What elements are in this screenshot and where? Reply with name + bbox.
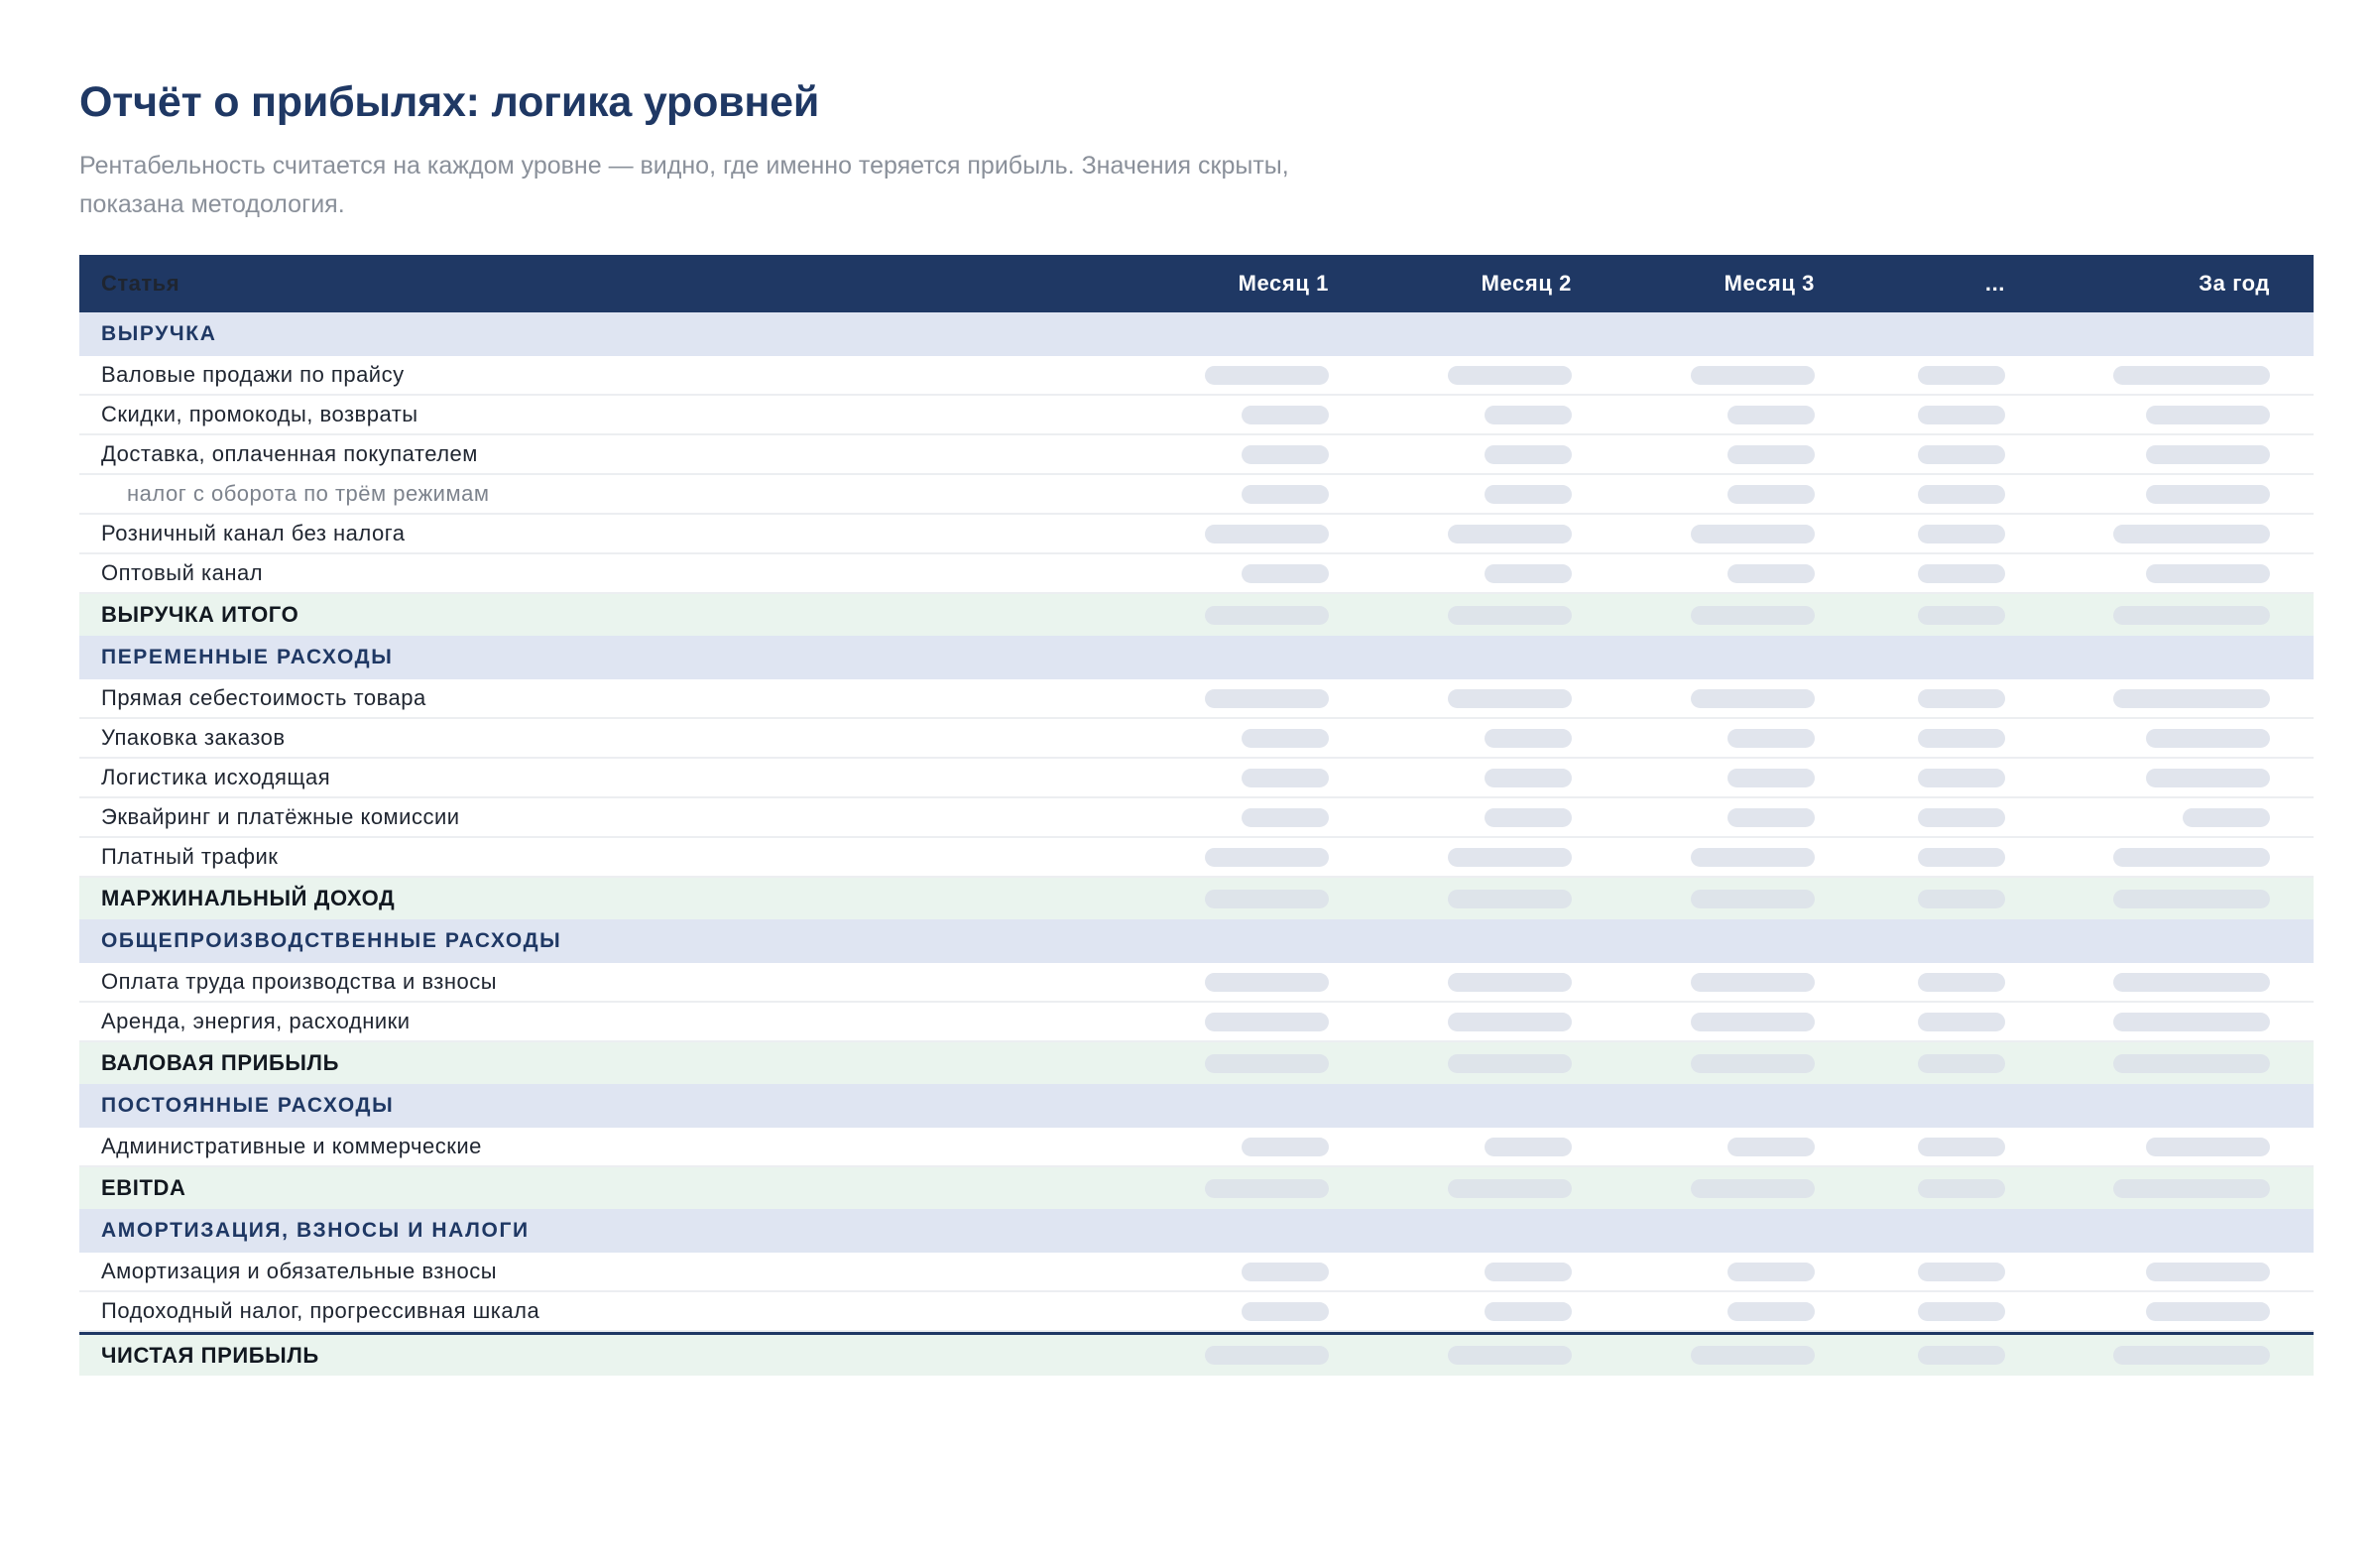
hidden-value xyxy=(1170,1138,1329,1156)
column-header-item: Статья xyxy=(101,271,180,296)
hidden-value xyxy=(1815,525,2005,543)
hidden-value xyxy=(1815,1179,2005,1198)
hidden-value xyxy=(1815,485,2005,504)
hidden-value xyxy=(1170,564,1329,583)
hidden-value xyxy=(1170,1302,1329,1321)
hidden-value xyxy=(1572,729,1815,748)
hidden-value xyxy=(2005,1302,2292,1321)
hidden-value xyxy=(1170,445,1329,464)
row-label: Административные и коммерческие xyxy=(101,1134,482,1158)
page-title: Отчёт о прибылях: логика уровней xyxy=(79,78,820,126)
row-label: Амортизация и обязательные взносы xyxy=(101,1259,498,1283)
hidden-value xyxy=(1170,729,1329,748)
hidden-value xyxy=(1815,1013,2005,1031)
section-label: ОБЩЕПРОИЗВОДСТВЕННЫЕ РАСХОДЫ xyxy=(101,929,562,952)
table-row xyxy=(79,1292,2314,1332)
hidden-value xyxy=(1329,973,1572,992)
hidden-value xyxy=(1170,1179,1329,1198)
table-header xyxy=(79,255,2314,312)
total-label: ВАЛОВАЯ ПРИБЫЛЬ xyxy=(101,1050,339,1075)
hidden-value xyxy=(1572,525,1815,543)
hidden-value xyxy=(1572,973,1815,992)
hidden-value xyxy=(1170,606,1329,625)
hidden-value xyxy=(1572,1138,1815,1156)
hidden-value xyxy=(1815,606,2005,625)
hidden-value xyxy=(2005,485,2292,504)
section-row xyxy=(79,919,2314,963)
hidden-value xyxy=(1170,1346,1329,1365)
hidden-value xyxy=(1170,769,1329,787)
hidden-value xyxy=(1815,890,2005,908)
section-label: ПОСТОЯННЫЕ РАСХОДЫ xyxy=(101,1094,395,1117)
hidden-value xyxy=(2005,445,2292,464)
hidden-value xyxy=(2005,525,2292,543)
hidden-value xyxy=(1572,1346,1815,1365)
column-header-year: За год xyxy=(2199,271,2270,296)
hidden-value xyxy=(1329,445,1572,464)
hidden-value xyxy=(2005,1054,2292,1073)
column-header-more: ... xyxy=(1984,271,2005,296)
section-row xyxy=(79,1084,2314,1128)
hidden-value xyxy=(1170,485,1329,504)
table-row xyxy=(79,719,2314,759)
hidden-value xyxy=(2005,769,2292,787)
hidden-value xyxy=(1170,406,1329,424)
hidden-value xyxy=(1815,1263,2005,1281)
hidden-value xyxy=(1170,689,1329,708)
hidden-value xyxy=(1329,1138,1572,1156)
table-row xyxy=(79,798,2314,838)
hidden-value xyxy=(1329,1013,1572,1031)
row-label: Платный трафик xyxy=(101,844,279,869)
hidden-value xyxy=(2005,1179,2292,1198)
table-row xyxy=(79,963,2314,1003)
hidden-value xyxy=(1572,406,1815,424)
hidden-value xyxy=(1815,1054,2005,1073)
total-row xyxy=(79,594,2314,636)
hidden-value xyxy=(1329,564,1572,583)
hidden-value xyxy=(2005,606,2292,625)
hidden-value xyxy=(1170,1263,1329,1281)
hidden-value xyxy=(1572,564,1815,583)
hidden-value xyxy=(1170,890,1329,908)
hidden-value xyxy=(1170,973,1329,992)
section-label: ПЕРЕМЕННЫЕ РАСХОДЫ xyxy=(101,646,394,668)
hidden-value xyxy=(1170,1054,1329,1073)
hidden-value xyxy=(1815,366,2005,385)
hidden-value xyxy=(2005,689,2292,708)
table-row xyxy=(79,515,2314,554)
table-row xyxy=(79,759,2314,798)
hidden-value xyxy=(2005,1138,2292,1156)
hidden-value xyxy=(1572,366,1815,385)
column-header-month-2: Месяц 2 xyxy=(1481,271,1572,296)
hidden-value xyxy=(1329,689,1572,708)
hidden-value xyxy=(1329,1179,1572,1198)
hidden-value xyxy=(1329,890,1572,908)
total-label: МАРЖИНАЛЬНЫЙ ДОХОД xyxy=(101,886,396,910)
total-label: ВЫРУЧКА ИТОГО xyxy=(101,602,299,627)
table-row xyxy=(79,1128,2314,1167)
total-label: ЧИСТАЯ ПРИБЫЛЬ xyxy=(101,1342,319,1368)
page-subtitle: Рентабельность считается на каждом уровне — видно, где именно теряется прибыль. Значения скрыты, показана методология. xyxy=(79,152,1289,218)
hidden-value xyxy=(2005,1263,2292,1281)
hidden-value xyxy=(1815,406,2005,424)
hidden-value xyxy=(1329,366,1572,385)
hidden-value xyxy=(1815,1302,2005,1321)
section-row xyxy=(79,312,2314,356)
hidden-value xyxy=(1572,890,1815,908)
hidden-value xyxy=(1329,525,1572,543)
row-label: Доставка, оплаченная покупателем xyxy=(101,441,478,466)
hidden-value xyxy=(1170,366,1329,385)
hidden-value xyxy=(1170,525,1329,543)
hidden-value xyxy=(2005,729,2292,748)
hidden-value xyxy=(1572,485,1815,504)
row-label: Валовые продажи по прайсу xyxy=(101,362,405,387)
hidden-value xyxy=(1572,1013,1815,1031)
row-label: Прямая себестоимость товара xyxy=(101,685,426,710)
row-label: Скидки, промокоды, возвраты xyxy=(101,402,418,426)
hidden-value xyxy=(1572,1302,1815,1321)
section-label: ВЫРУЧКА xyxy=(101,322,217,345)
row-label: Логистика исходящая xyxy=(101,765,331,789)
hidden-value xyxy=(1572,769,1815,787)
hidden-value xyxy=(1572,445,1815,464)
total-row xyxy=(79,1042,2314,1084)
row-label: Эквайринг и платёжные комиссии xyxy=(101,804,460,829)
hidden-value xyxy=(1329,606,1572,625)
row-label: Розничный канал без налога xyxy=(101,521,406,545)
table-row xyxy=(79,1003,2314,1042)
hidden-value xyxy=(1572,1054,1815,1073)
hidden-value xyxy=(1572,606,1815,625)
table-row xyxy=(79,554,2314,594)
table-row xyxy=(79,435,2314,475)
hidden-value xyxy=(2005,1346,2292,1365)
hidden-value xyxy=(1815,848,2005,867)
table-row xyxy=(79,1253,2314,1292)
net-profit-row xyxy=(79,1332,2314,1376)
hidden-value xyxy=(2005,1013,2292,1031)
hidden-value xyxy=(2005,890,2292,908)
hidden-value xyxy=(1329,808,1572,827)
pnl-table xyxy=(79,255,2314,1376)
table-row xyxy=(79,356,2314,396)
total-label: EBITDA xyxy=(101,1175,186,1200)
hidden-value xyxy=(1170,848,1329,867)
row-label: Подоходный налог, прогрессивная шкала xyxy=(101,1298,540,1323)
hidden-value xyxy=(1572,689,1815,708)
hidden-value xyxy=(1329,406,1572,424)
table-row xyxy=(79,396,2314,435)
hidden-value xyxy=(1329,485,1572,504)
hidden-value xyxy=(1329,1302,1572,1321)
hidden-value xyxy=(1572,848,1815,867)
row-label: Оптовый канал xyxy=(101,560,264,585)
hidden-value xyxy=(1815,729,2005,748)
column-header-month-3: Месяц 3 xyxy=(1724,271,1815,296)
row-label: Аренда, энергия, расходники xyxy=(101,1009,411,1033)
hidden-value xyxy=(1329,1346,1572,1365)
total-row xyxy=(79,1167,2314,1209)
hidden-value xyxy=(1815,445,2005,464)
table-row xyxy=(79,475,2314,515)
hidden-value xyxy=(1329,848,1572,867)
report-page xyxy=(0,0,2380,224)
row-label: Упаковка заказов xyxy=(101,725,286,750)
section-row xyxy=(79,1209,2314,1253)
hidden-value xyxy=(1815,564,2005,583)
hidden-value xyxy=(1815,1138,2005,1156)
hidden-value xyxy=(2005,848,2292,867)
column-header-month-1: Месяц 1 xyxy=(1238,271,1329,296)
hidden-value xyxy=(2005,973,2292,992)
section-row xyxy=(79,636,2314,679)
hidden-value xyxy=(1572,1179,1815,1198)
hidden-value xyxy=(1329,769,1572,787)
hidden-value xyxy=(2005,406,2292,424)
total-row xyxy=(79,878,2314,919)
table-row xyxy=(79,838,2314,878)
hidden-value xyxy=(2005,366,2292,385)
hidden-value xyxy=(1815,973,2005,992)
table-row xyxy=(79,679,2314,719)
hidden-value xyxy=(1572,1263,1815,1281)
row-label: Оплата труда производства и взносы xyxy=(101,969,498,994)
hidden-value xyxy=(1170,808,1329,827)
hidden-value xyxy=(1815,689,2005,708)
section-label: АМОРТИЗАЦИЯ, ВЗНОСЫ И НАЛОГИ xyxy=(101,1219,530,1242)
hidden-value xyxy=(1329,1263,1572,1281)
hidden-value xyxy=(2005,564,2292,583)
hidden-value xyxy=(1170,1013,1329,1031)
hidden-value xyxy=(1329,1054,1572,1073)
hidden-value xyxy=(1815,1346,2005,1365)
hidden-value xyxy=(1329,729,1572,748)
row-label: налог с оборота по трём режимам xyxy=(127,481,490,506)
hidden-value xyxy=(2005,808,2292,827)
hidden-value xyxy=(1815,808,2005,827)
hidden-value xyxy=(1815,769,2005,787)
hidden-value xyxy=(1572,808,1815,827)
